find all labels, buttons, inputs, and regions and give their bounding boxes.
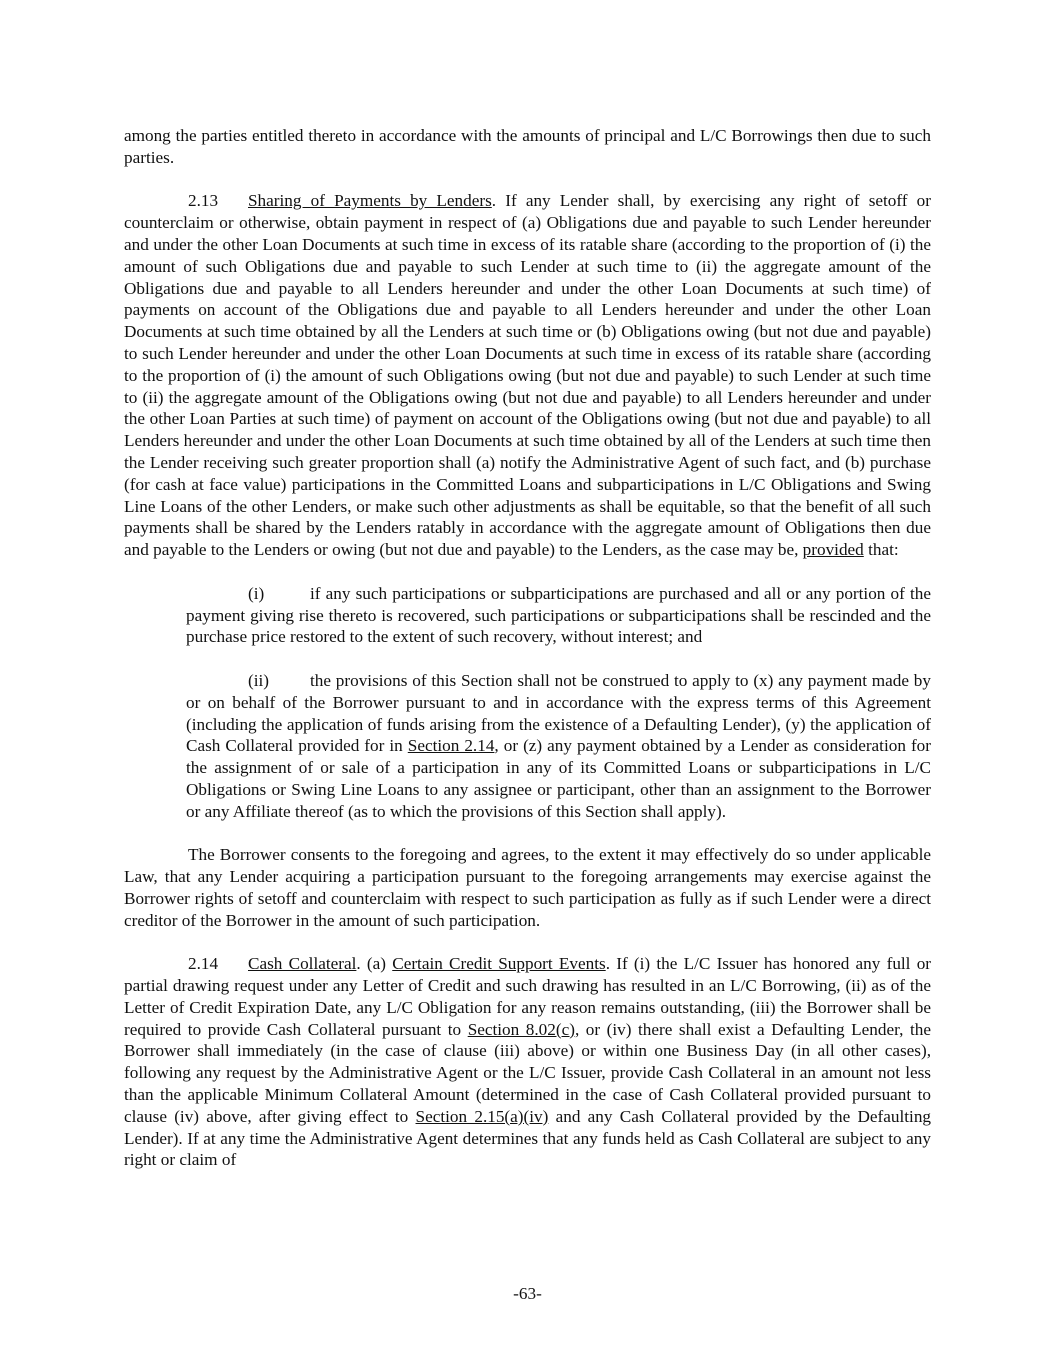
- section-heading: Sharing of Payments by Lenders: [248, 191, 492, 211]
- section-2-13-paragraph: [124, 190, 931, 561]
- section-separator: . (a): [356, 954, 393, 974]
- section-number: 2.13: [188, 191, 219, 211]
- clause-number: (ii): [248, 670, 269, 690]
- consent-paragraph: The Borrower consents to the foregoing and agrees, to the extent it may effectively do so under applicable Law, that any Lender acquiring a participation pursuant to the foregoing arrangements may exercise against the Borrower rights of setoff and counterclaim with respect to such participation as fully as if such Lender were a direct creditor of the Borrower in the amount of such participation.: [124, 845, 931, 930]
- section-2-14-paragraph: [124, 953, 931, 1171]
- clause-text: if any such participations or subparticipations are purchased and all or any portion of the payment giving rise thereto is recovered, such participations or subparticipations shall be rescinded and the purchase price restored to the extent of such recovery, without interest; and: [186, 583, 931, 647]
- section-heading: Cash Collateral: [248, 954, 357, 974]
- section-text: and any Cash Collateral provided by the Defaulting Lender). If at any time the Administrative Agent determines that any funds held as Cash Collateral are subject to any right or claim of: [124, 1106, 932, 1170]
- subsection-heading: Certain Credit Support Events: [392, 954, 606, 974]
- clause-text-tail: , or (z) any payment obtained by a Lender as consideration for the assignment of or sale of a participation in any of its Committed Loans or subparticipations in L/C Obligations or Swing Line Loans to any assignee or participant, other than an assignment to the Borrower or any Affiliate thereof (as to which the provisions of this Section shall apply).: [186, 736, 931, 821]
- section-reference: Section 8.02(c): [467, 1019, 575, 1039]
- section-text: . If (i) the L/C Issuer has honored any full or partial drawing request under any Letter of Credit and such drawing has resulted in an L/C Borrowing, (ii) as of the Letter of Credit Expiration Date, any L/C Obligation for any reason remains outstanding, (iii) the Borrower shall be required to provide Cash Collateral pursuant to: [124, 954, 932, 1039]
- section-reference: Section 2.15(a)(iv): [415, 1106, 549, 1126]
- section-text: , or (iv) there shall exist a Defaulting Lender, the Borrower shall immediately (in the case of clause (iii) above) or within one Business Day (in all other cases), following any request by the Administrative Agent or the L/C Issuer, provide Cash Collateral in an amount not less than the applicable Minimum Collateral Amount (determined in the case of Cash Collateral provided pursuant to clause (iv) above, after giving effect to: [124, 1019, 931, 1126]
- continuation-paragraph: among the parties entitled thereto in accordance with the amounts of principal and L/C Borrowings then due to such parties.: [124, 126, 931, 167]
- clause-text: the provisions of this Section shall not be construed to apply to (x) any payment made by or on behalf of the Borrower pursuant to and in accordance with the express terms of this Agreement (including the application of funds arising from the existence of a Defaulting Lender), (y) the application of Cash Collateral provided for in: [186, 670, 931, 756]
- page-number: -63-: [513, 1284, 542, 1303]
- provided-term: provided: [802, 540, 864, 560]
- clause-ii-paragraph: [186, 670, 931, 823]
- section-text-tail: that:: [863, 540, 899, 560]
- clause-number: (i): [248, 583, 265, 603]
- section-text: . If any Lender shall, by exercising any right of setoff or counterclaim or otherwise, obtain payment in respect of (a) Obligations due and payable to such Lender hereunder and under the other Loan Documents at such time in excess of its ratable share (according to the proportion of (i) the amount of such Obligations due and payable to such Lender at such time to (ii) the aggregate amount of the Obligations due and payable to all Lenders hereunder and under the other Loan Documents at such time) of payments on account of the Obligations due and payable to all Lenders hereunder and under the other Loan Documents at such time obtained by all the Lenders at such time or (b) Obligations owing (but not due and payable) to such Lender hereunder and under the other Loan Documents at such time in excess of its ratable share (according to the proportion of (i) the amount of such Obligations owing (but not due and payable) to such Lender at such time to (ii) the aggregate amount of the Obligations owing (but not due and payable) to all Lenders hereunder and under the other Loan Parties at such time) of payment on account of the Obligations owing (but not due and payable) to all Lenders hereunder and under the other Loan Documents at such time obtained by all of the Lenders at such time then the Lender receiving such greater proportion shall (a) notify the Administrative Agent of such fact, and (b) purchase (for cash at face value) participations in the Committed Loans and subparticipations in L/C Obligations and Swing Line Loans of the other Lenders, or make such other adjustments as shall be equitable, so that the benefit of all such payments shall be shared by the Lenders ratably in accordance with the aggregate amount of Obligations then due and payable to the Lenders or owing (but not due and payable) to the Lenders, as the case may be,: [124, 191, 931, 560]
- document-body: [124, 125, 931, 1193]
- section-number: 2.14: [188, 954, 219, 974]
- section-reference: Section 2.14: [407, 736, 495, 756]
- clause-i-paragraph: [186, 583, 931, 648]
